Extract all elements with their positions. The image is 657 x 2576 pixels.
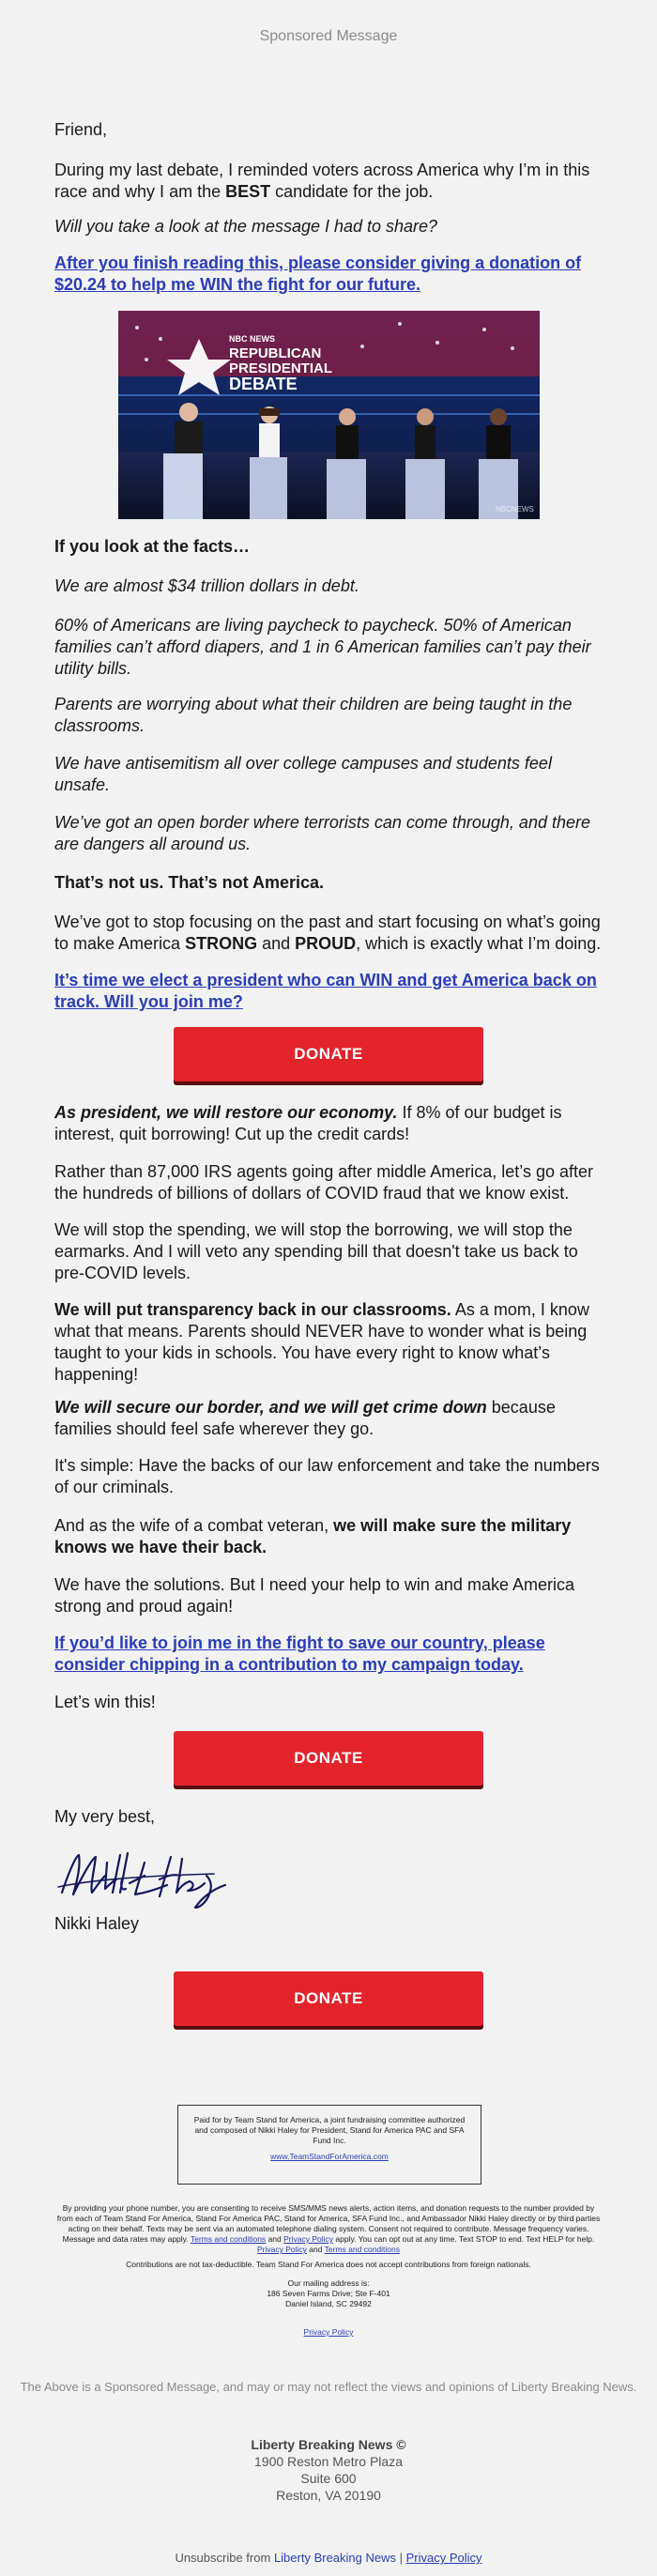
sms-and-2: and [309, 2245, 323, 2254]
chip-in-link-paragraph [54, 1633, 608, 1676]
unsubscribe-text: Unsubscribe from [175, 2551, 271, 2565]
sms-privacy-link-2[interactable]: Privacy Policy [256, 2245, 307, 2254]
publisher-name: Liberty Breaking News © [251, 2437, 406, 2452]
intro-bold: BEST [225, 182, 271, 201]
donation-link-1[interactable]: After you finish reading this, please consider giving a donation of $20.24 to help me WIN the fight for our future. [54, 253, 582, 294]
photo-watermark: NBCNEWS [496, 505, 534, 514]
sms-tail: apply. You can opt out at any time. Text STOP to end. Text HELP for help. [335, 2234, 595, 2244]
unsubscribe-line [0, 2551, 657, 2565]
mailing-line-2: Daniel Island, SC 29492 [285, 2299, 372, 2308]
spending-paragraph: We will stop the spending, we will stop the borrowing, we will stop the earmarks. And I will veto any spending bill that doesn't take us back to pre-COVID levels. [54, 1220, 578, 1282]
sms-disclosure [54, 2203, 603, 2255]
military-paragraph [54, 1515, 608, 1558]
fact-5: We’ve got an open border where terrorists can come through, and there are dangers all around us. [54, 813, 590, 853]
simple-paragraph: It's simple: Have the backs of our law enforcement and take the numbers of our criminals. [54, 1456, 600, 1496]
debate-photo [118, 311, 540, 519]
fact-1: We are almost $34 trillion dollars in debt. [54, 576, 359, 595]
not-us-text: That’s not us. That’s not America. [54, 873, 325, 892]
proud-word: PROUD [295, 934, 357, 953]
transparency-paragraph [54, 1299, 608, 1386]
paid-for-box [177, 2105, 481, 2185]
donate-button-3[interactable]: DONATE [174, 1971, 483, 2026]
sms-text: By providing your phone number, you are consenting to receive SMS/MMS news alerts, action items, and donation requests to the number provided by from each of Team Stand For America, Stand For America PAC, Stand for America, SFA Fund Inc., and Ambassador Nikki Haley directly or by third parties acting on their behalf. Texts may be sent via an automated telephone dialing system. Consent not required to contribute. Message frequency varies. Message and data rates may apply. [56, 2203, 601, 2244]
intro-text-end: candidate for the job. [270, 182, 434, 201]
intro-text: During my last debate, I reminded voters across America why I’m in this race and why I am the [54, 161, 590, 201]
strong-proud-mid: and [257, 934, 296, 953]
fact-2: 60% of Americans are living paycheck to paycheck. 50% of American families can’t afford diapers, and 1 in 6 American families can’t pay their utility bills. [54, 616, 591, 678]
military-bold: we will make sure the military knows we have their back. [54, 1516, 572, 1556]
sponsored-disclaimer: The Above is a Sponsored Message, and may or may not reflect the views and opinions of Liberty Breaking News. [20, 2380, 637, 2394]
donate-button-1[interactable]: DONATE [174, 1027, 483, 1081]
solutions-paragraph: We have the solutions. But I need your help to win and make America strong and proud again! [54, 1575, 574, 1616]
sponsored-label: Sponsored Message [259, 28, 398, 44]
footer-privacy-link[interactable]: Privacy Policy [303, 2327, 354, 2337]
photo-line-2: PRESIDENTIAL [229, 360, 333, 376]
donation-link-paragraph [54, 253, 608, 296]
publisher-address [0, 2436, 657, 2504]
border-paragraph [54, 1397, 608, 1440]
ask-paragraph: Will you take a look at the message I had to share? [54, 217, 438, 236]
unsubscribe-link[interactable]: Liberty Breaking News [273, 2551, 396, 2565]
join-link-paragraph [54, 970, 608, 1013]
sms-terms-link-2[interactable]: Terms and conditions [324, 2245, 400, 2254]
paid-for-text: Paid for by Team Stand for America, a joint fundraising committee authorized and composed of Nikki Haley for President, Stand for America PAC and SFA Fund Inc. [193, 2115, 466, 2145]
footer-privacy [54, 2327, 603, 2338]
sms-and: and [267, 2234, 282, 2244]
debate-stage-image [118, 311, 540, 519]
donate-button-2[interactable]: DONATE [174, 1731, 483, 1786]
photo-brand-text: NBC NEWS [229, 334, 275, 344]
photo-line-1: REPUBLICAN [229, 345, 322, 361]
sms-terms-link[interactable]: Terms and conditions [190, 2234, 267, 2244]
signature-icon [54, 1838, 252, 1913]
greeting: Friend, [54, 120, 108, 139]
irs-paragraph: Rather than 87,000 IRS agents going after middle America, let’s go after the hundreds of billions of dollars of COVID fraud that we know exist. [54, 1162, 594, 1203]
intro-paragraph [54, 160, 608, 203]
economy-bold: As president, we will restore our economy. [54, 1103, 398, 1122]
publisher-address-2: Suite 600 [300, 2471, 357, 2486]
campaign-site-link[interactable]: www.TeamStandForAmerica.com [270, 2152, 389, 2161]
signature-name: Nikki Haley [54, 1914, 140, 1933]
mailing-label: Our mailing address is: [287, 2278, 370, 2288]
transparency-bold: We will put transparency back in our classrooms. [54, 1300, 451, 1319]
closing-line: My very best, [54, 1807, 156, 1826]
strong-word: STRONG [185, 934, 258, 953]
separator: | [399, 2551, 404, 2565]
economy-paragraph [54, 1102, 608, 1145]
publisher-privacy-link[interactable]: Privacy Policy [405, 2551, 482, 2565]
transparency-rest: As a mom, I know what that means. Parents should NEVER have to wonder what is being taught to your kids in schools. You have every right to know what’s happening! [54, 1300, 589, 1384]
border-bold: We will secure our border, and we will get crime down [54, 1398, 487, 1417]
facts-heading [54, 536, 608, 558]
border-rest: because families should feel safe wherever they go. [54, 1398, 556, 1438]
signature-image [54, 1838, 252, 1913]
contributions-note: Contributions are not tax-deductible. Team Stand For America does not accept contributions from foreign nationals. [126, 2260, 531, 2269]
mailing-line-1: 186 Seven Farms Drive; Ste F-401 [267, 2289, 390, 2298]
strong-proud-post: , which is exactly what I’m doing. [356, 934, 602, 953]
not-us-line [54, 872, 608, 894]
publisher-address-3: Reston, VA 20190 [276, 2488, 381, 2503]
photo-line-3: DEBATE [229, 375, 298, 393]
donation-link-3[interactable]: If you’d like to join me in the fight to save our country, please consider chipping in a contribution to my campaign today. [54, 1633, 545, 1674]
sms-privacy-link[interactable]: Privacy Policy [283, 2234, 334, 2244]
military-pre: And as the wife of a combat veteran, [54, 1516, 334, 1535]
win-line: Let’s win this! [54, 1693, 156, 1711]
publisher-address-1: 1900 Reston Metro Plaza [254, 2454, 403, 2469]
fact-4: We have antisemitism all over college campuses and students feel unsafe. [54, 754, 552, 794]
mailing-address [54, 2278, 603, 2309]
facts-heading-text: If you look at the facts… [54, 537, 251, 556]
economy-rest: If 8% of our budget is interest, quit borrowing! Cut up the credit cards! [54, 1103, 562, 1143]
strong-proud-paragraph [54, 912, 608, 955]
strong-proud-pre: We’ve got to stop focusing on the past and start focusing on what’s going to make America [54, 912, 601, 953]
fact-3: Parents are worrying about what their children are being taught in the classrooms. [54, 695, 573, 735]
donation-link-2[interactable]: It’s time we elect a president who can WIN and get America back on track. Will you join me? [54, 971, 597, 1011]
